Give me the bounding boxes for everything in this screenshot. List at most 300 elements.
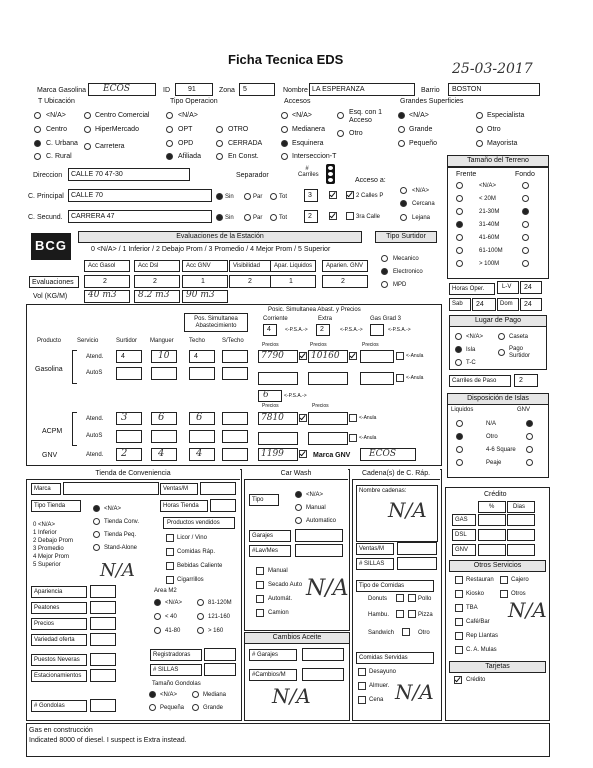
tipo-pollo-label: Pollo <box>418 596 432 602</box>
eval-col-header: Acc Gasol <box>84 260 130 272</box>
gs-especialista-radio[interactable] <box>476 112 483 119</box>
area-121-radio[interactable] <box>197 613 204 620</box>
tienda-field-input[interactable] <box>90 601 116 614</box>
credito-dias-field[interactable] <box>507 529 535 541</box>
evaluaciones-title: Evaluaciones de la Estación <box>78 231 362 243</box>
terreno-fondo-label: Fondo <box>515 171 535 178</box>
tienda-marca-field[interactable] <box>63 482 159 495</box>
terreno-option-label: > 100M <box>479 261 500 267</box>
tienda-field-input[interactable] <box>90 699 116 712</box>
aceite-note: N/A <box>272 684 311 708</box>
gnv-manguer-field[interactable]: 4 <box>151 448 177 461</box>
islas-liquidos-radio[interactable] <box>456 420 463 427</box>
tienda-field-label-box: Puestos Neveras <box>31 654 87 666</box>
gondola-mediana-radio[interactable] <box>192 691 199 698</box>
carriles-paso-field[interactable]: 2 <box>514 374 538 387</box>
carwash-camion-check[interactable] <box>256 609 264 617</box>
corriente-label: Corriente <box>263 316 288 322</box>
acc-otro-radio[interactable] <box>337 130 344 137</box>
gasolina-autos-precio2[interactable] <box>308 372 348 385</box>
surtidor-mecanico-label: Mecanico <box>393 256 419 262</box>
tienda-field-input[interactable] <box>90 617 116 630</box>
gasolina-autos-precio3[interactable] <box>360 372 394 385</box>
tercera-calle-check[interactable] <box>346 212 354 220</box>
acc-esq1-label: Esq. con 1 Acceso <box>349 109 383 124</box>
tienda-field-input[interactable] <box>90 585 116 598</box>
tienda-ventas-field[interactable] <box>200 482 236 495</box>
calles-p-check[interactable] <box>346 191 354 199</box>
gnv-surtidor-field[interactable]: 2 <box>116 448 142 461</box>
gasolina-precio2-field[interactable]: 10160 <box>308 350 348 363</box>
posic-title: Posic. Simultanea Abast. y Precios <box>268 307 361 313</box>
otros-servicio-check[interactable] <box>455 604 463 612</box>
gasolina-atend-label: Atend. <box>86 354 104 360</box>
terreno-frente-radio[interactable] <box>456 260 463 267</box>
otros-servicio-check[interactable] <box>500 590 508 598</box>
eval-col-header: Aparien. GNV <box>322 260 368 272</box>
gs-mayorista-radio[interactable] <box>476 140 483 147</box>
acpm-anula-check[interactable] <box>349 414 357 422</box>
form-title: Ficha Tecnica EDS <box>228 52 344 67</box>
gnv-label: GNV <box>42 452 58 459</box>
op-opd-label: OPD <box>178 140 194 147</box>
otros-servicio-label: Café/Bar <box>466 619 490 625</box>
op-opt-radio[interactable] <box>166 126 173 133</box>
surtidor-electronico-radio[interactable] <box>381 268 388 275</box>
op-afiliada-label: Afiliada <box>178 153 201 160</box>
acpm-autos-precio2[interactable] <box>308 432 348 445</box>
acpm-psa-field[interactable]: 6 <box>258 390 282 402</box>
carwash-automat-check[interactable] <box>256 595 264 603</box>
credito-row-label-box: GNV <box>452 544 476 556</box>
tipo-sandwich-check[interactable] <box>402 628 410 636</box>
islas-liquidos-radio[interactable] <box>456 433 463 440</box>
secund-sin-radio[interactable] <box>216 214 223 221</box>
gasolina-autos-precio1[interactable] <box>258 372 298 385</box>
acpm-precios-label-1: Precios <box>262 403 279 409</box>
islas-gnv-radio[interactable] <box>526 459 533 466</box>
comida-desayuno-check[interactable] <box>358 668 366 676</box>
tienda-tipo-peq-radio[interactable] <box>93 531 100 538</box>
gasolina-autos-surtidor[interactable] <box>116 367 142 380</box>
comida-almuer-check[interactable] <box>358 682 366 690</box>
principal-tot-radio[interactable] <box>270 193 277 200</box>
productos-column-header: Servicio <box>77 338 99 344</box>
acceso-cercana-label: Cercana <box>412 201 435 207</box>
ubicacion-centro-radio[interactable] <box>34 126 41 133</box>
horas-lv-field[interactable]: 24 <box>520 281 542 294</box>
carwash-secado-check[interactable] <box>256 581 264 589</box>
acpm-autos-manguer[interactable] <box>151 430 177 443</box>
op-cerrada-radio[interactable] <box>216 140 223 147</box>
gasolina-precio3-field[interactable] <box>360 350 394 363</box>
gasolina-anula-check[interactable] <box>396 352 404 360</box>
otros-servicio-check[interactable] <box>500 576 508 584</box>
acc-medianera-label: Medianera <box>292 126 326 133</box>
tienda-field-label-box: Precios <box>31 618 87 630</box>
barrio-field[interactable]: BOSTON <box>448 83 540 96</box>
acceso-na-radio[interactable] <box>400 187 407 194</box>
tienda-sillas-box: # SILLAS <box>150 664 202 676</box>
carwash-na-label: <N/A> <box>306 492 324 498</box>
eval-value-field[interactable]: 2 <box>84 275 130 288</box>
acpm-atend-label: Atend. <box>86 416 104 422</box>
cadena-ventas-field[interactable] <box>397 542 437 555</box>
separador-label: Separador <box>236 172 269 179</box>
terreno-frente-radio[interactable] <box>456 221 463 228</box>
tipo-donuts-check[interactable] <box>396 594 404 602</box>
gas-precios-label-2: Precios <box>310 342 327 348</box>
surtidor-mecanico-radio[interactable] <box>381 255 388 262</box>
credito-dias-field[interactable] <box>507 514 535 526</box>
otros-servicio-check[interactable] <box>455 646 463 654</box>
gondola-pequena-label: Pequeña <box>160 705 185 711</box>
acpm-precio1-check[interactable] <box>299 414 307 422</box>
gnv-precio-check[interactable] <box>299 450 307 458</box>
zona-field[interactable]: 5 <box>239 83 275 96</box>
prod-licor-check[interactable] <box>166 534 174 542</box>
gasolina-surtidor-field[interactable]: 4 <box>116 350 142 363</box>
terreno-fondo-radio[interactable] <box>522 195 529 202</box>
cadena-note: N/A <box>388 498 427 522</box>
area-41-radio[interactable] <box>154 627 161 634</box>
carwash-na-radio[interactable] <box>295 491 302 498</box>
op-otro-radio[interactable] <box>216 126 223 133</box>
islas-liquidos-label: Liquidos <box>451 407 474 413</box>
posic-label-box: Pos. Simultanea Abastecimiento <box>184 313 248 332</box>
acceso-na-label: <N/A> <box>412 188 430 194</box>
notes-line-1: Gas en construcción <box>29 727 93 734</box>
gs-title: Grandes Superficies <box>400 98 464 105</box>
islas-gnv-radio[interactable] <box>526 446 533 453</box>
gnv-precio-field[interactable]: 1199 <box>258 448 298 461</box>
area-na-radio[interactable] <box>154 599 161 606</box>
surtidor-mpd-radio[interactable] <box>381 281 388 288</box>
eval-value-field[interactable]: 2 <box>134 275 180 288</box>
otros-servicio-check[interactable] <box>455 590 463 598</box>
horas-dom-field[interactable]: 24 <box>520 298 542 311</box>
ubicacion-centro-label: Centro <box>46 126 68 133</box>
secund-par-radio[interactable] <box>244 214 251 221</box>
area-title: Area M2 <box>154 588 177 594</box>
marca-gnv-field[interactable]: ECOS <box>360 448 416 461</box>
acceso-cercana-radio[interactable] <box>400 200 407 207</box>
ubicacion-cc-label: Centro Comercial <box>95 112 150 119</box>
tienda-tipo-conv-label: Tienda Conv. <box>104 519 140 525</box>
gasolina-stecho-field[interactable] <box>222 350 248 363</box>
ubicacion-na-radio[interactable] <box>34 112 41 119</box>
terreno-fondo-radio[interactable] <box>522 260 529 267</box>
islas-option-label: Otro <box>486 434 498 440</box>
tienda-scale-item: 0 <N/A> <box>33 522 56 528</box>
prod-cigarrillos-check[interactable] <box>166 576 174 584</box>
cadena-title: Cadena(s) de C. Ráp. <box>352 469 440 480</box>
pago-caseta-radio[interactable] <box>498 333 505 340</box>
carwash-auto-radio[interactable] <box>295 517 302 524</box>
op-enconst-radio[interactable] <box>216 153 223 160</box>
area-81-radio[interactable] <box>197 599 204 606</box>
tienda-scale-item: 2 Debajo Prom <box>33 538 74 544</box>
tienda-tipo-conv-radio[interactable] <box>93 518 100 525</box>
gondola-grande-radio[interactable] <box>192 704 199 711</box>
cadena-sillas-field[interactable] <box>397 557 437 570</box>
aceite-garajes-field[interactable] <box>302 648 344 661</box>
carwash-manual-check[interactable] <box>256 567 264 575</box>
tarjeta-credito-check[interactable] <box>454 676 462 684</box>
tienda-horas-field[interactable] <box>210 499 236 512</box>
traffic-light-icon <box>326 164 335 184</box>
islas-liquidos-radio[interactable] <box>456 459 463 466</box>
surtidor-electronico-label: Electronico <box>393 269 423 275</box>
gas-precios-label-3: Precios <box>362 342 379 348</box>
gasolina-autos-techo[interactable] <box>189 367 215 380</box>
terreno-fondo-radio[interactable] <box>522 208 529 215</box>
tarjeta-credito-label: Crédito <box>466 677 486 683</box>
eval-value-field[interactable]: 1 <box>182 275 228 288</box>
comida-cena-check[interactable] <box>358 696 366 704</box>
gasolina-precio1-field[interactable]: 7790 <box>258 350 298 363</box>
vol-value-field[interactable]: 40 m3 <box>84 290 130 303</box>
tienda-ventas-box: Ventas/M <box>160 483 198 495</box>
terreno-fondo-radio[interactable] <box>522 247 529 254</box>
nombre-field[interactable]: LA ESPERANZA <box>309 83 415 96</box>
tienda-field-label-box: # Gondolas <box>31 700 87 712</box>
pago-surtidor-radio[interactable] <box>498 349 505 356</box>
tienda-tipo-na-radio[interactable] <box>93 505 100 512</box>
acpm-stecho-field[interactable] <box>222 412 248 425</box>
ubicacion-urbana-radio[interactable] <box>34 140 41 147</box>
acpm-precios-label-2: Precios <box>312 403 329 409</box>
gondola-pequena-radio[interactable] <box>149 704 156 711</box>
otros-servicio-label: C. A. Mulas <box>466 647 497 653</box>
acpm-autos-stecho[interactable] <box>222 430 248 443</box>
acpm-autos-surtidor[interactable] <box>116 430 142 443</box>
otros-servicio-check[interactable] <box>455 632 463 640</box>
islas-gnv-radio[interactable] <box>526 433 533 440</box>
ubicacion-hiper-radio[interactable] <box>84 126 91 133</box>
credito-dias-field[interactable] <box>507 544 535 556</box>
acpm-techo-field[interactable]: 6 <box>189 412 215 425</box>
credito-title: Crédito <box>484 491 507 498</box>
tienda-marca-box: Marca <box>31 483 61 495</box>
acc-na-label: <N/A> <box>292 112 312 119</box>
tienda-scale-note: N/A <box>100 560 135 581</box>
credito-row-label-box: GAS <box>452 514 476 526</box>
credito-pct-field[interactable] <box>478 514 506 526</box>
acpm-autos-techo[interactable] <box>189 430 215 443</box>
op-na-radio[interactable] <box>166 112 173 119</box>
secund-label: C. Secund. <box>28 214 63 221</box>
gs-na-radio[interactable] <box>398 112 405 119</box>
gasolina-autos-anula-check[interactable] <box>396 374 404 382</box>
cadena-nombre-field[interactable]: Nombre cadenas: <box>356 485 438 542</box>
terreno-title: Tamaño del Terreno <box>447 155 549 167</box>
aceite-cambios-field[interactable] <box>302 668 344 681</box>
gnv-techo-field[interactable]: 4 <box>189 448 215 461</box>
acpm-autos-precio1[interactable] <box>258 432 298 445</box>
gasolina-autos-stecho[interactable] <box>222 367 248 380</box>
eval-value-field[interactable]: 2 <box>229 275 275 288</box>
carwash-garajes-field[interactable] <box>295 529 343 542</box>
cadena-sillas-box: # SILLAS <box>356 558 394 570</box>
ubicacion-carretera-radio[interactable] <box>84 143 91 150</box>
principal-check[interactable] <box>329 191 337 199</box>
vol-value-field[interactable]: 90 m3 <box>182 290 228 303</box>
gasolina-autos-manguer[interactable] <box>151 367 177 380</box>
credito-pct-box: % <box>478 501 506 513</box>
credito-pct-field[interactable] <box>478 529 506 541</box>
gasolina-autos-label: AutoS <box>86 370 103 376</box>
ubicacion-rural-radio[interactable] <box>34 153 41 160</box>
otros-servicio-check[interactable] <box>455 618 463 626</box>
id-field[interactable]: 91 <box>175 83 213 96</box>
acceso-lejana-radio[interactable] <box>400 214 407 221</box>
op-opd-radio[interactable] <box>166 140 173 147</box>
tipo-hambu-check[interactable] <box>396 610 404 618</box>
terreno-frente-radio[interactable] <box>456 182 463 189</box>
comida-almuer-label: Almuer. <box>369 683 390 689</box>
gs-grande-label: Grande <box>409 126 433 133</box>
credito-pct-field[interactable] <box>478 544 506 556</box>
tienda-tipo-stand-radio[interactable] <box>93 544 100 551</box>
islas-gnv-radio[interactable] <box>526 420 533 427</box>
op-na-label: <N/A> <box>178 112 198 119</box>
acpm-manguer-field[interactable]: 6 <box>151 412 177 425</box>
acc-interseccion-radio[interactable] <box>281 153 288 160</box>
otros-servicio-check[interactable] <box>455 576 463 584</box>
terreno-fondo-radio[interactable] <box>522 234 529 241</box>
acc-esquinera-radio[interactable] <box>281 140 288 147</box>
carwash-manual-radio[interactable] <box>295 504 302 511</box>
notes-line-2: Indicated 8000 of diesel. I suspect is Extra instead. <box>29 737 187 744</box>
terreno-fondo-radio[interactable] <box>522 221 529 228</box>
carwash-lavmes-field[interactable] <box>295 544 343 557</box>
tienda-field-label-box: Peatones <box>31 602 87 614</box>
eval-value-field[interactable]: 2 <box>322 275 368 288</box>
principal-label: C. Principal <box>28 193 64 200</box>
gnv-stecho-field[interactable] <box>222 448 248 461</box>
terreno-frente-radio[interactable] <box>456 195 463 202</box>
gs-pequeno-radio[interactable] <box>398 140 405 147</box>
acc-otro-label: Otro <box>349 130 363 137</box>
gasolina-manguer-field[interactable]: 10 <box>151 350 177 363</box>
acc-interseccion-label: Interseccion-T <box>292 153 337 160</box>
gasolina-anula-label: <-Anula <box>406 353 424 359</box>
zona-label: Zona <box>219 87 235 94</box>
prod-bebidas-label: Bebidas Caliente <box>177 563 223 569</box>
op-enconst-label: En Const. <box>228 153 259 160</box>
comidas-note: N/A <box>395 680 434 704</box>
prod-bebidas-check[interactable] <box>166 562 174 570</box>
islas-title: Disposición de Islas <box>447 393 549 405</box>
secund-tot-radio[interactable] <box>270 214 277 221</box>
gasolina-techo-field[interactable]: 4 <box>189 350 215 363</box>
tienda-field-input[interactable] <box>90 669 116 682</box>
prod-comidas-check[interactable] <box>166 548 174 556</box>
area-160-label: > 160 <box>208 628 224 634</box>
op-afiliada-radio[interactable] <box>166 153 173 160</box>
id-label: ID <box>163 87 170 94</box>
carwash-lavmes-box: #Lav/Mes <box>249 545 291 557</box>
gasolina-precio2-check[interactable] <box>349 352 357 360</box>
gasolina-precio1-check[interactable] <box>299 352 307 360</box>
pago-isla-label: Isla <box>466 347 476 353</box>
terreno-fondo-radio[interactable] <box>522 182 529 189</box>
area-40-radio[interactable] <box>154 613 161 620</box>
direccion-field[interactable]: CALLE 70 47-30 <box>68 168 190 181</box>
vol-value-field[interactable]: 8.2 m3 <box>134 290 180 303</box>
gs-otro-radio[interactable] <box>476 126 483 133</box>
horas-sab-box: Sab <box>449 298 471 311</box>
tienda-field-input[interactable] <box>90 653 116 666</box>
gs-especialista-label: Especialista <box>487 112 525 119</box>
acpm-autos-anula-check[interactable] <box>349 434 357 442</box>
islas-liquidos-radio[interactable] <box>456 446 463 453</box>
otros-servicios-title: Otros Servicios <box>449 560 546 572</box>
gondola-na-radio[interactable] <box>149 691 156 698</box>
tienda-title: Tienda de Conveniencia <box>26 469 240 480</box>
extra-psa-field[interactable]: 2 <box>316 324 330 336</box>
credito-note: N/A <box>508 598 547 622</box>
ubicacion-cc-radio[interactable] <box>84 112 91 119</box>
corriente-psa-field[interactable]: 4 <box>263 324 277 336</box>
gs-mayorista-label: Mayorista <box>487 140 518 147</box>
principal-field[interactable]: CALLE 70 <box>68 189 212 202</box>
pago-isla-radio[interactable] <box>455 346 462 353</box>
acpm-surtidor-field[interactable]: 3 <box>116 412 142 425</box>
gs-grande-radio[interactable] <box>398 126 405 133</box>
principal-sin-radio[interactable] <box>216 193 223 200</box>
acc-medianera-radio[interactable] <box>281 126 288 133</box>
aceite-title: Cambios Aceite <box>244 632 350 644</box>
terreno-frente-radio[interactable] <box>456 247 463 254</box>
acc-esq1-radio[interactable] <box>337 112 344 119</box>
principal-carriles-field[interactable]: 3 <box>304 189 318 202</box>
tipo-pollo-check[interactable] <box>408 594 416 602</box>
area-160-radio[interactable] <box>197 627 204 634</box>
horas-sab-field[interactable]: 24 <box>472 298 496 311</box>
islas-option-label: N/A <box>486 421 497 427</box>
tienda-sillas-field[interactable] <box>204 663 236 676</box>
pago-tc-radio[interactable] <box>455 359 462 366</box>
eval-col-header: Acc GNV <box>182 260 228 272</box>
secund-check[interactable] <box>329 212 337 220</box>
grad3-psa-field[interactable] <box>370 324 384 336</box>
acc-na-radio[interactable] <box>281 112 288 119</box>
eval-value-field[interactable]: 1 <box>270 275 316 288</box>
principal-par-radio[interactable] <box>244 193 251 200</box>
tienda-tipo-na-label: <N/A> <box>104 506 122 512</box>
marca-gasolina-field[interactable]: ECOS <box>88 83 156 96</box>
secund-carriles-field[interactable]: 2 <box>304 210 318 223</box>
op-opt-label: OPT <box>178 126 193 133</box>
carwash-title: Car Wash <box>244 469 348 480</box>
registradoras-field[interactable] <box>204 648 236 661</box>
terreno-frente-radio[interactable] <box>456 234 463 241</box>
secund-field[interactable]: CARRERA 47 <box>68 210 212 223</box>
acpm-anula-label: <-Anula <box>359 415 377 421</box>
tienda-scale-item: 3 Promedio <box>33 546 64 552</box>
terreno-frente-radio[interactable] <box>456 208 463 215</box>
tienda-field-input[interactable] <box>90 633 116 646</box>
tipo-pizza-check[interactable] <box>408 610 416 618</box>
acpm-autos-anula-label: <-Anula <box>359 435 377 441</box>
pago-na-radio[interactable] <box>455 333 462 340</box>
horas-dom-box: Dom <box>497 298 519 311</box>
acpm-precio2-field[interactable] <box>308 412 348 425</box>
acpm-precio1-field[interactable]: 7810 <box>258 412 298 425</box>
prod-comidas-label: Comidas Ráp. <box>177 549 216 555</box>
